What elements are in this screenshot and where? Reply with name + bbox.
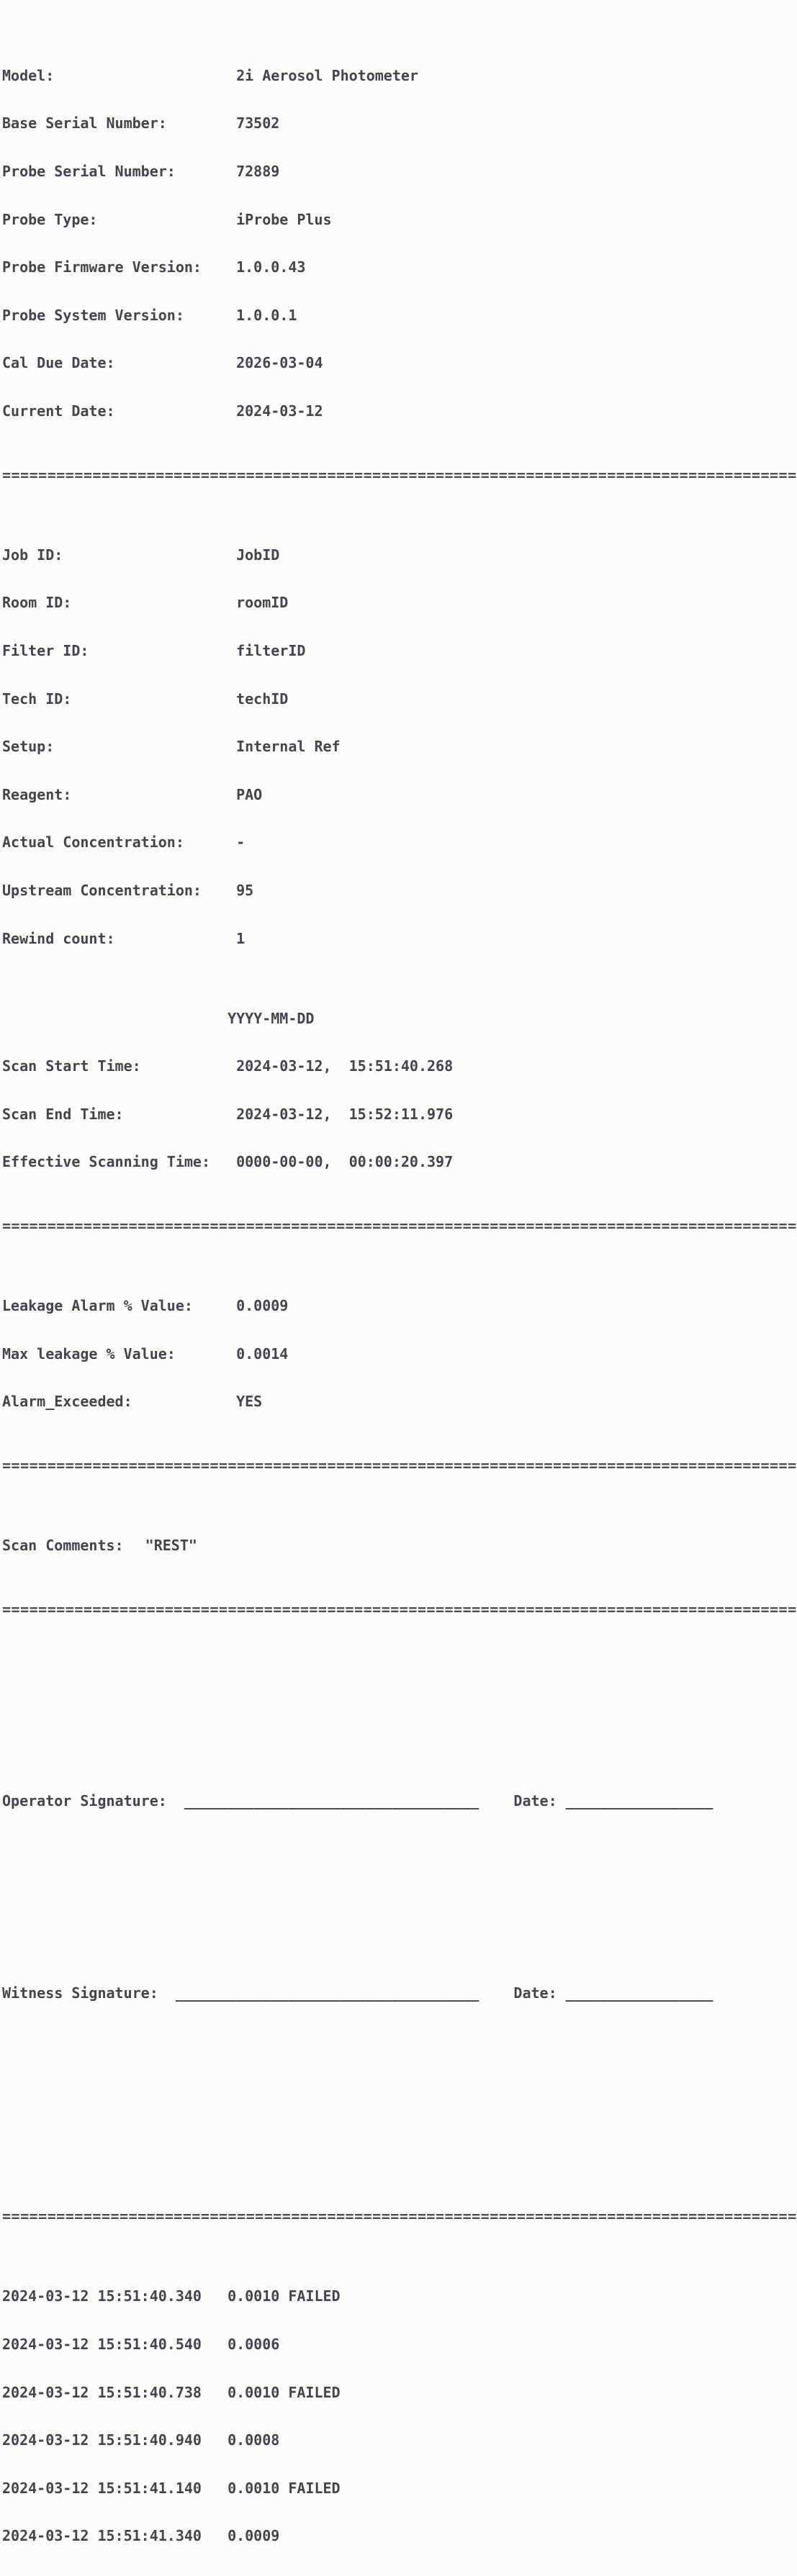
info-row — [2, 212, 720, 227]
field-value: 2024-03-12, 15:51:40.268 — [236, 1057, 454, 1075]
field-value: 1.0.0.1 — [236, 306, 297, 324]
field-value: 2i Aerosol Photometer — [236, 66, 418, 84]
witness-signature-row — [2, 1985, 720, 2001]
field-label: Tech ID: — [2, 690, 72, 708]
field-value: JobID — [236, 546, 280, 564]
field-label: Cal Due Date: — [2, 354, 115, 372]
field-value: Internal Ref — [236, 738, 341, 756]
info-row — [2, 738, 720, 754]
field-label: Alarm_Exceeded: — [2, 1393, 132, 1411]
date-format-header: YYYY-MM-DD — [228, 1009, 315, 1027]
separator-line: ======================================================================================== — [2, 1600, 797, 1618]
log-entry — [2, 2480, 720, 2496]
field-label: Scan End Time: — [2, 1105, 124, 1123]
log-entry — [2, 2385, 720, 2400]
spacer — [2, 2097, 720, 2112]
operator-signature-row — [2, 1793, 720, 1809]
info-row — [2, 115, 720, 131]
field-value: 2026-03-04 — [236, 354, 323, 372]
field-label: Reagent: — [2, 785, 72, 803]
field-label: Leakage Alarm % Value: — [2, 1297, 193, 1315]
field-value: 0.0014 — [236, 1345, 289, 1362]
log-timestamp: 2024-03-12 15:51:40.540 — [2, 2336, 202, 2354]
scan-comments-value: "REST" — [145, 1537, 197, 1555]
info-row — [2, 834, 720, 850]
separator-line: ======================================================================================== — [2, 1217, 797, 1235]
spacer — [2, 2145, 720, 2161]
spacer — [2, 1666, 720, 1681]
witness-signature-line: ___________________________________ — [175, 1984, 479, 2002]
witness-signature-label: Witness Signature: — [2, 1984, 158, 2002]
field-label: Current Date: — [2, 402, 115, 420]
field-label: Job ID: — [2, 546, 63, 564]
log-value: 0.0008 — [228, 2431, 280, 2449]
field-value: 2024-03-12, 15:52:11.976 — [236, 1105, 454, 1123]
field-value: 1 — [236, 929, 246, 947]
date-line: _________________ — [565, 1984, 713, 2002]
info-row — [2, 403, 720, 419]
field-value: 72889 — [236, 163, 280, 180]
field-value: techID — [236, 690, 289, 708]
field-value: 0.0009 — [236, 1297, 289, 1315]
field-label: Model: — [2, 66, 55, 84]
field-label: Effective Scanning Time: — [2, 1153, 210, 1171]
info-row — [2, 1393, 720, 1409]
log-timestamp: 2024-03-12 15:51:40.738 — [2, 2383, 202, 2401]
info-row — [2, 882, 720, 898]
info-row — [2, 931, 720, 946]
log-timestamp: 2024-03-12 15:51:40.340 — [2, 2287, 202, 2305]
log-value: 0.0009 — [228, 2527, 280, 2545]
info-row — [2, 595, 720, 610]
field-value: roomID — [236, 594, 289, 612]
field-label: Probe Serial Number: — [2, 163, 176, 180]
log-timestamp: 2024-03-12 15:51:41.140 — [2, 2479, 202, 2497]
log-timestamp: 2024-03-12 15:51:41.340 — [2, 2527, 202, 2545]
info-row — [2, 355, 720, 371]
log-status: FAILED — [288, 2479, 341, 2497]
info-row — [2, 1298, 720, 1314]
field-value: 95 — [236, 881, 254, 899]
field-label: Probe Type: — [2, 210, 98, 228]
date-label: Date: — [513, 1984, 557, 2002]
date-line: _________________ — [565, 1792, 713, 1810]
field-value: iProbe Plus — [236, 210, 332, 228]
info-row — [2, 1154, 720, 1170]
info-row — [2, 691, 720, 707]
info-row — [2, 307, 720, 323]
field-label: Room ID: — [2, 594, 72, 612]
field-label: Upstream Concentration: — [2, 881, 202, 899]
field-label: Filter ID: — [2, 641, 89, 659]
field-label: Base Serial Number: — [2, 114, 167, 132]
info-row — [2, 163, 720, 179]
field-value: 2024-03-12 — [236, 402, 323, 420]
field-label: Scan Comments: — [2, 1537, 124, 1555]
log-status: FAILED — [288, 2287, 341, 2305]
scan-comments-row — [2, 1537, 720, 1553]
operator-signature-label: Operator Signature: — [2, 1792, 167, 1810]
field-value: filterID — [236, 641, 306, 659]
info-row — [2, 643, 720, 659]
field-label: Rewind count: — [2, 929, 115, 947]
separator-line: ======================================================================================== — [2, 466, 797, 484]
field-label: Scan Start Time: — [2, 1057, 141, 1075]
separator-line: ======================================================================================== — [2, 1457, 797, 1475]
field-label: Probe System Version: — [2, 306, 184, 324]
log-value: 0.0006 — [228, 2336, 280, 2354]
field-value: 0000-00-00, 00:00:20.397 — [236, 1153, 454, 1171]
log-entry — [2, 2528, 720, 2544]
log-entry — [2, 2432, 720, 2448]
info-row — [2, 1346, 720, 1362]
log-entry — [2, 2336, 720, 2352]
spacer — [2, 2048, 720, 2064]
field-value: 1.0.0.43 — [236, 258, 306, 276]
field-label: Max leakage % Value: — [2, 1345, 176, 1362]
spacer — [2, 1713, 720, 1729]
log-timestamp: 2024-03-12 15:51:40.940 — [2, 2431, 202, 2449]
log-value: 0.0010 — [228, 2479, 280, 2497]
field-value: YES — [236, 1393, 263, 1411]
info-row — [2, 547, 720, 563]
info-row — [2, 259, 720, 275]
field-label: Setup: — [2, 738, 55, 756]
log-value: 0.0010 — [228, 2287, 280, 2305]
info-row — [2, 1106, 720, 1122]
info-row — [2, 787, 720, 803]
field-value: 73502 — [236, 114, 280, 132]
field-value: - — [236, 833, 246, 851]
date-label: Date: — [513, 1792, 557, 1810]
operator-signature-line: __________________________________ — [184, 1792, 479, 1810]
info-row — [2, 68, 720, 83]
separator-line: ======================================================================================== — [2, 2207, 797, 2225]
log-value: 0.0010 — [228, 2383, 280, 2401]
spacer — [2, 1857, 720, 1873]
field-value: PAO — [236, 785, 263, 803]
log-status: FAILED — [288, 2383, 341, 2401]
field-label: Actual Concentration: — [2, 833, 184, 851]
field-label: Probe Firmware Version: — [2, 258, 202, 276]
log-entry — [2, 2288, 720, 2304]
spacer — [2, 1905, 720, 1921]
info-row — [2, 1058, 720, 1074]
